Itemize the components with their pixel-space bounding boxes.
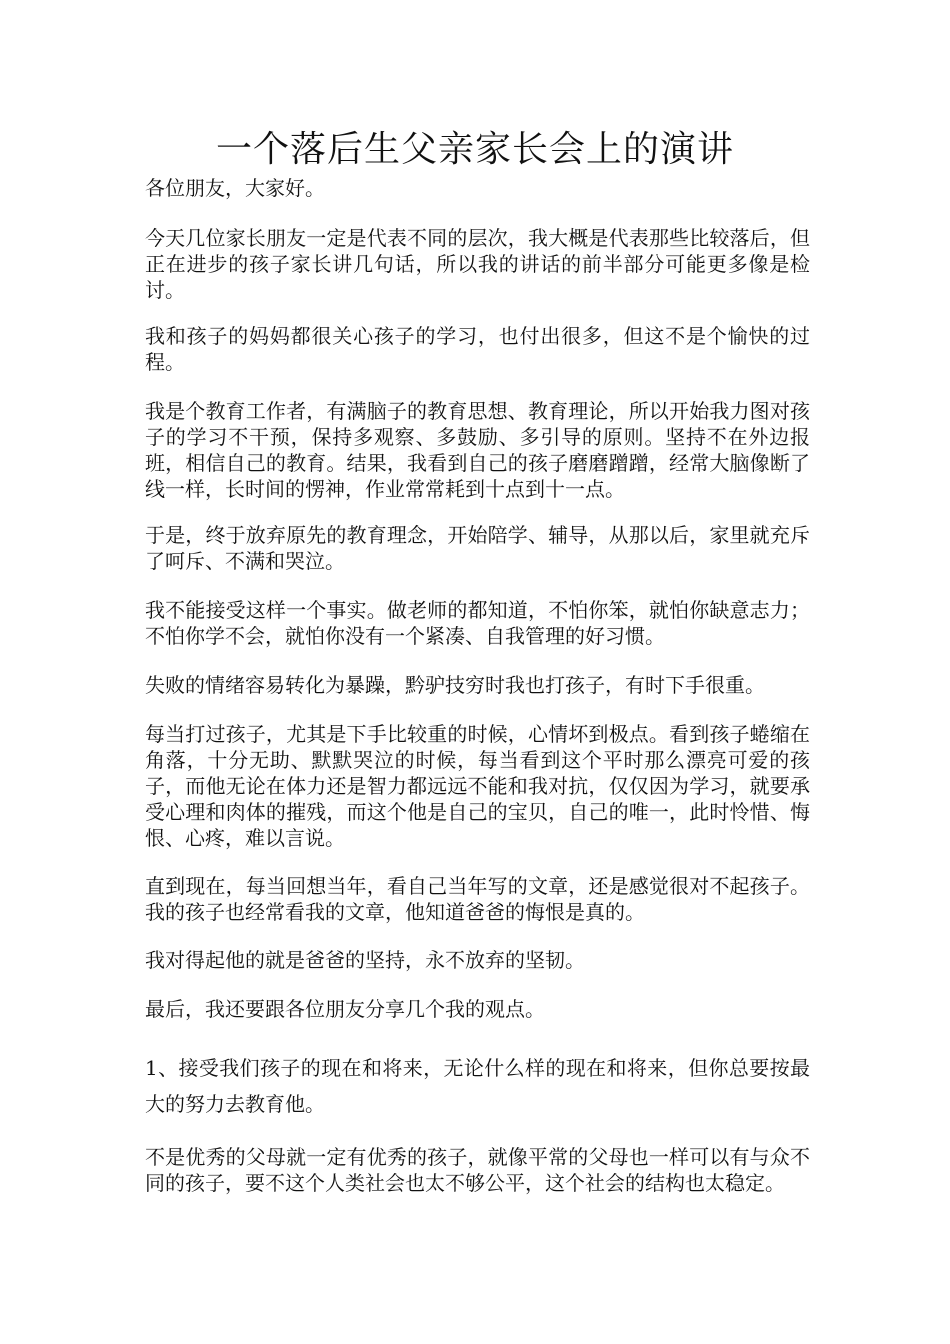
document-title: 一个落后生父亲家长会上的演讲 — [215, 129, 734, 170]
paragraph-persistence: 我对得起他的就是爸爸的坚持，永不放弃的坚韧。 — [145, 948, 585, 972]
paragraph-until-now: 直到现在，每当回想当年，看自己当年写的文章，还是感觉很对不起孩子。我的孩子也经常看我的文章，他知道爸爸的悔恨是真的。 — [145, 874, 810, 924]
paragraph-educator: 我是个教育工作者，有满脑子的教育思想、教育理论，所以开始我力图对孩子的学习不干预，保持多观察、多鼓励、多引导的原则。坚持不在外边报班，相信自己的教育。结果，我看到自己的孩子磨磨蹭蹭，经常大脑像断了线一样，长时间的愣神，作业常常耗到十点到十一点。 — [145, 399, 810, 501]
paragraph-parents-care: 我和孩子的妈妈都很关心孩子的学习，也付出很多，但这不是个愉快的过程。 — [145, 324, 810, 374]
paragraph-fairness: 不是优秀的父母就一定有优秀的孩子，就像平常的父母也一样可以有与众不同的孩子，要不这个人类社会也太不够公平，这个社会的结构也太稳定。 — [145, 1145, 810, 1195]
paragraph-cannot-accept: 我不能接受这样一个事实。做老师的都知道，不怕你笨，就怕你缺意志力；不怕你学不会，就怕你没有一个紧凑、自我管理的好习惯。 — [145, 598, 810, 648]
paragraph-point-1: 1、接受我们孩子的现在和将来，无论什么样的现在和将来，但你总要按最大的努力去教育他。 — [145, 1056, 810, 1116]
paragraph-greeting: 各位朋友，大家好。 — [145, 176, 325, 200]
paragraph-regret: 每当打过孩子，尤其是下手比较重的时候，心情坏到极点。看到孩子蜷缩在角落，十分无助、默默哭泣的时候，每当看到这个平时那么漂亮可爱的孩子，而他无论在体力还是智力都远远不能和我对抗，仅仅因为学习，就要承受心理和肉体的摧残，而这个他是自己的宝贝，自己的唯一，此时怜惜、悔恨、心疼，难以言说。 — [145, 722, 810, 850]
paragraph-intro: 今天几位家长朋友一定是代表不同的层次，我大概是代表那些比较落后，但正在进步的孩子家长讲几句话，所以我的讲话的前半部分可能更多像是检讨。 — [145, 226, 810, 302]
paragraph-abandon-ideas: 于是，终于放弃原先的教育理念，开始陪学、辅导，从那以后，家里就充斥了呵斥、不满和哭泣。 — [145, 523, 810, 573]
paragraph-frustration: 失败的情绪容易转化为暴躁，黔驴技穷时我也打孩子，有时下手很重。 — [145, 673, 765, 697]
paragraph-share-views: 最后，我还要跟各位朋友分享几个我的观点。 — [145, 997, 545, 1021]
